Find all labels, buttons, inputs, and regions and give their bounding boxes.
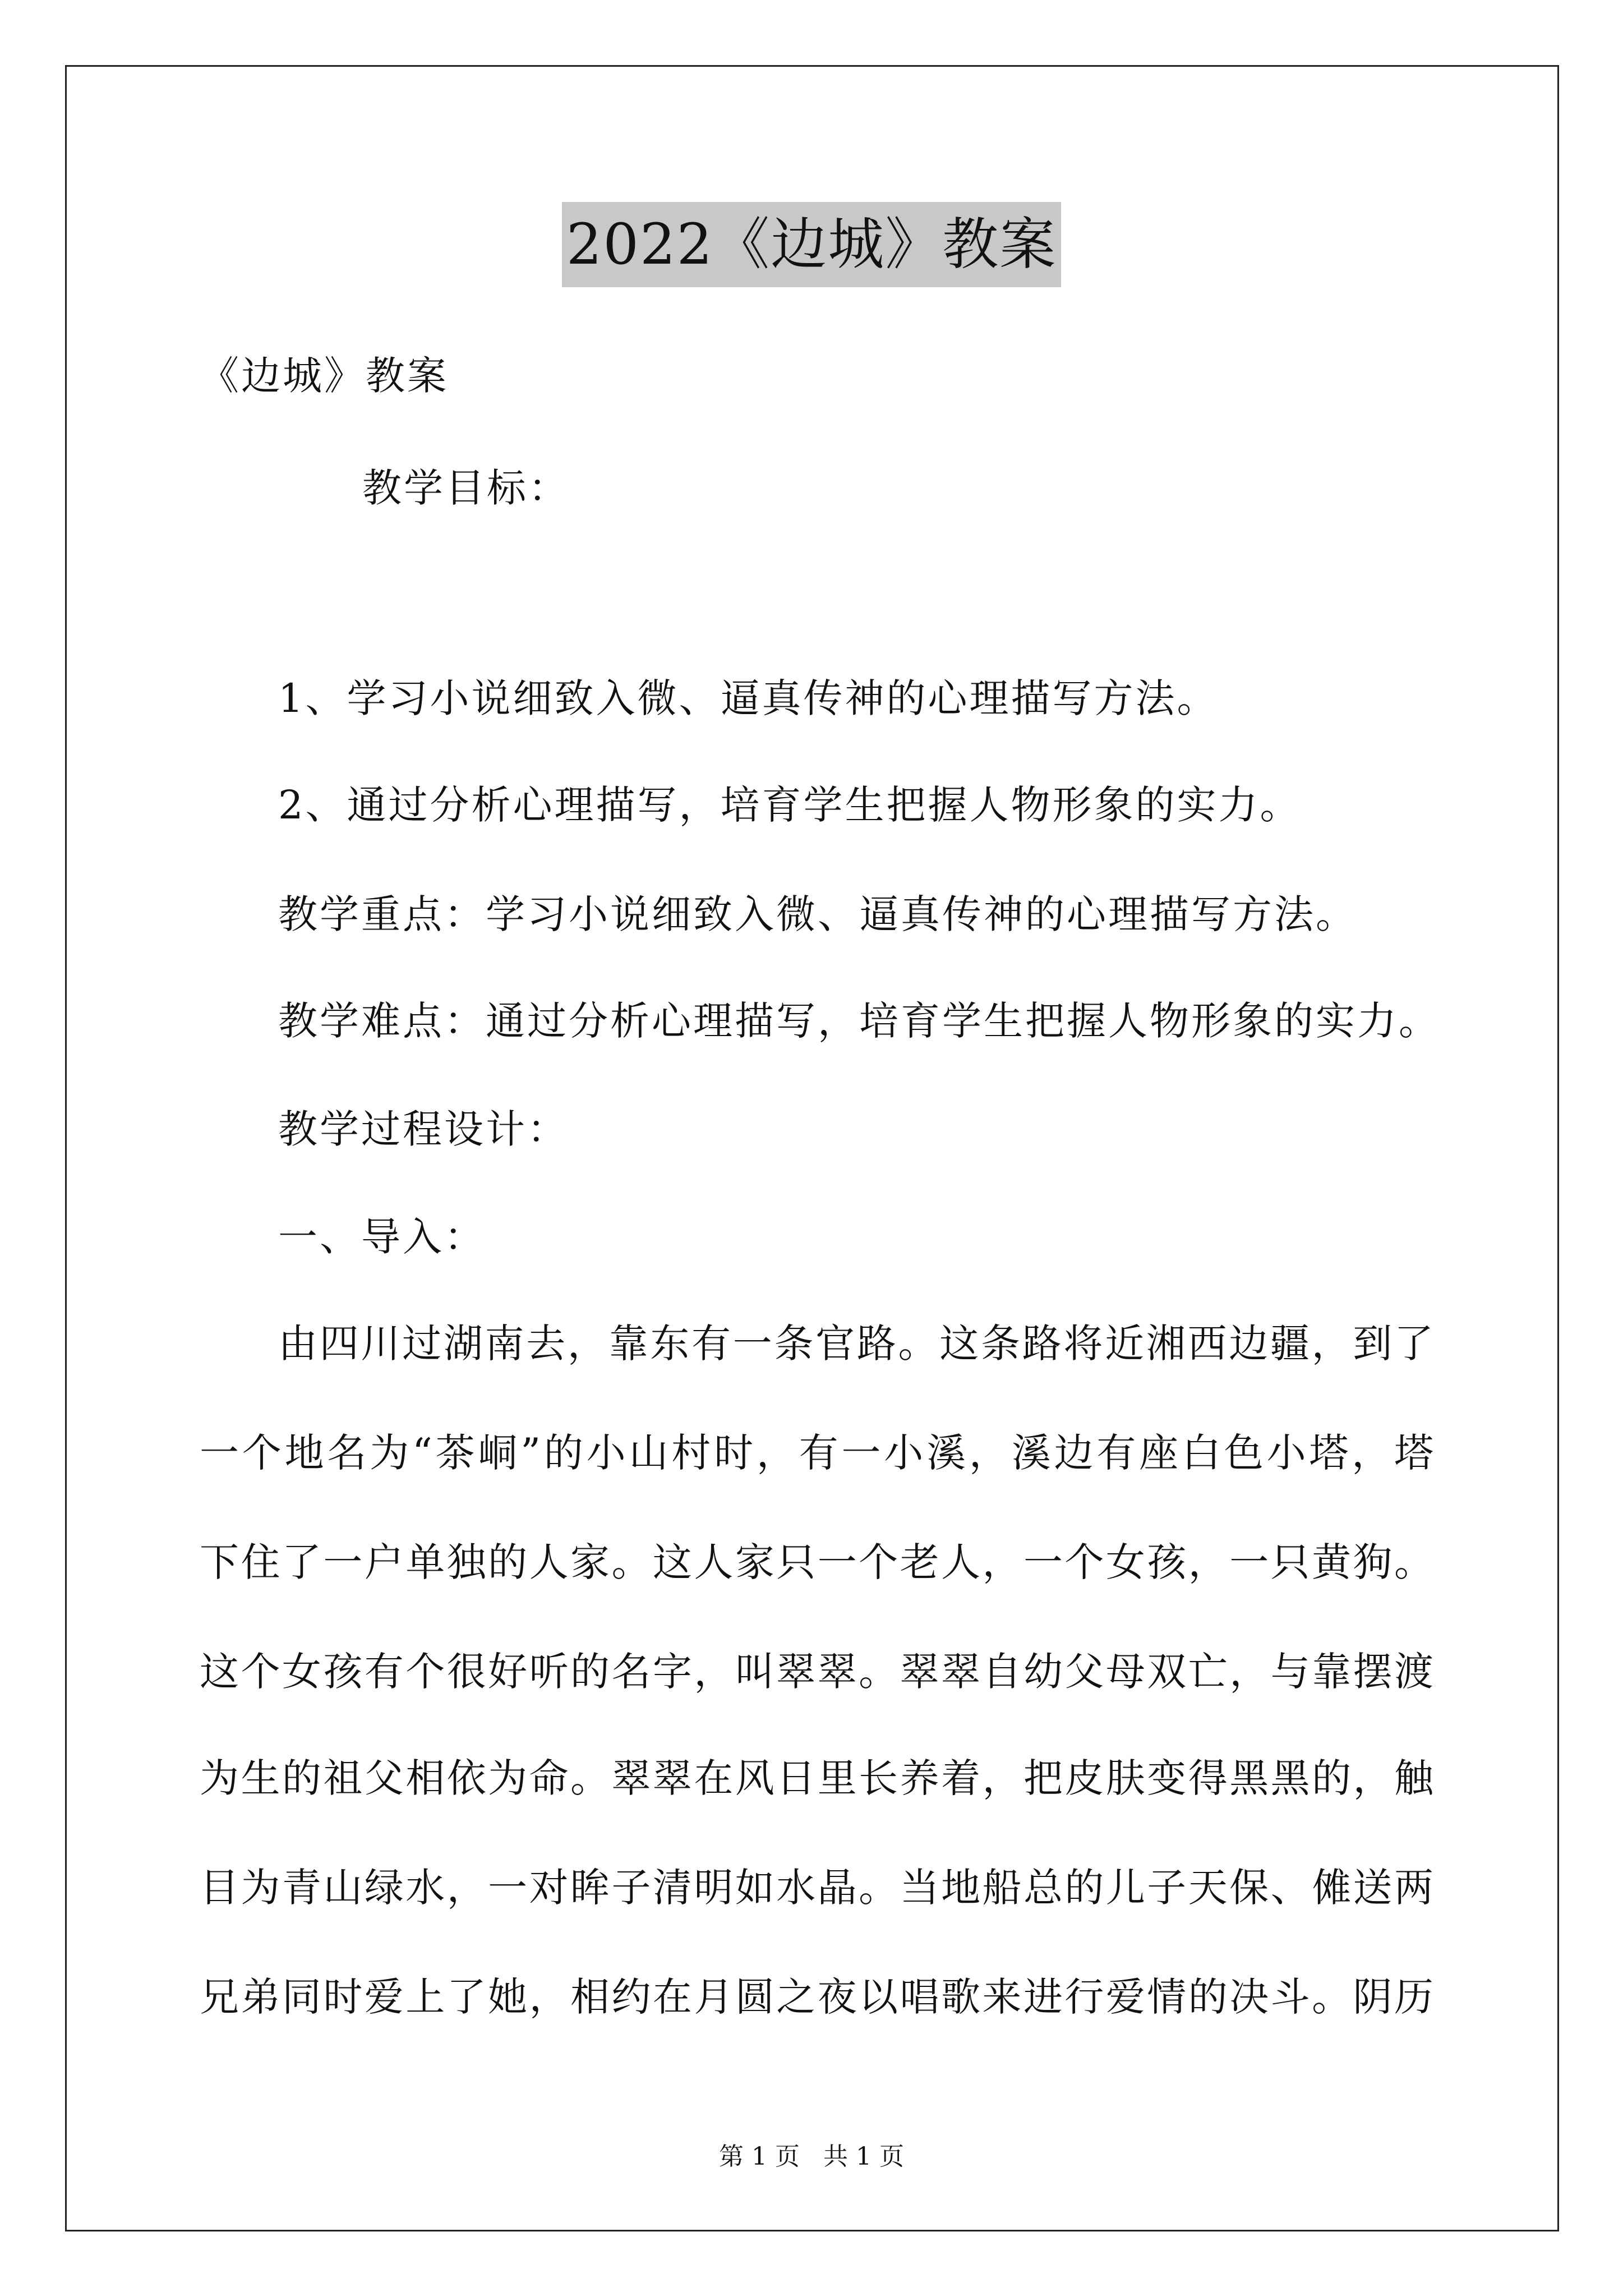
paragraph-line: 由四川过湖南去，靠东有一条官路。这条路将近湘西边疆，到了: [278, 1320, 1433, 1366]
objectives-heading: 教学目标：: [362, 465, 570, 511]
difficulty-line: 教学难点：通过分析心理描写，培育学生把握人物形象的实力。: [278, 998, 1440, 1044]
paragraph-line: 兄弟同时爱上了她，相约在月圆之夜以唱歌来进行爱情的决斗。阴历: [200, 1974, 1433, 2020]
paragraph-line: 为生的祖父相依为命。翠翠在风日里长养着，把皮肤变得黑黑的，触: [200, 1755, 1433, 1801]
document-subtitle: 《边城》教案: [200, 353, 449, 399]
page-number-footer: 第 1 页 共 1 页: [719, 2142, 904, 2171]
paragraph-line: 目为青山绿水，一对眸子清明如水晶。当地船总的儿子天保、傩送两: [200, 1865, 1433, 1911]
paragraph-line: 一个地名为“茶峒”的小山村时，有一小溪，溪边有座白色小塔，塔: [200, 1430, 1433, 1476]
objective-item-1: 1、学习小说细致入微、逼真传神的心理描写方法。: [278, 675, 1219, 721]
paragraph-line: 下住了一户单独的人家。这人家只一个老人，一个女孩，一只黄狗。: [200, 1539, 1433, 1585]
objective-item-2: 2、通过分析心理描写，培育学生把握人物形象的实力。: [278, 782, 1302, 828]
document-title: 2022《边城》教案: [562, 202, 1062, 287]
title-container: [0, 202, 1623, 287]
key-point-line: 教学重点：学习小说细致入微、逼真传神的心理描写方法。: [278, 891, 1357, 937]
paragraph-line: 这个女孩有个很好听的名字，叫翠翠。翠翠自幼父母双亡，与靠摆渡: [200, 1649, 1433, 1695]
section-intro-heading: 一、导入：: [278, 1214, 486, 1260]
process-heading: 教学过程设计：: [278, 1106, 569, 1152]
